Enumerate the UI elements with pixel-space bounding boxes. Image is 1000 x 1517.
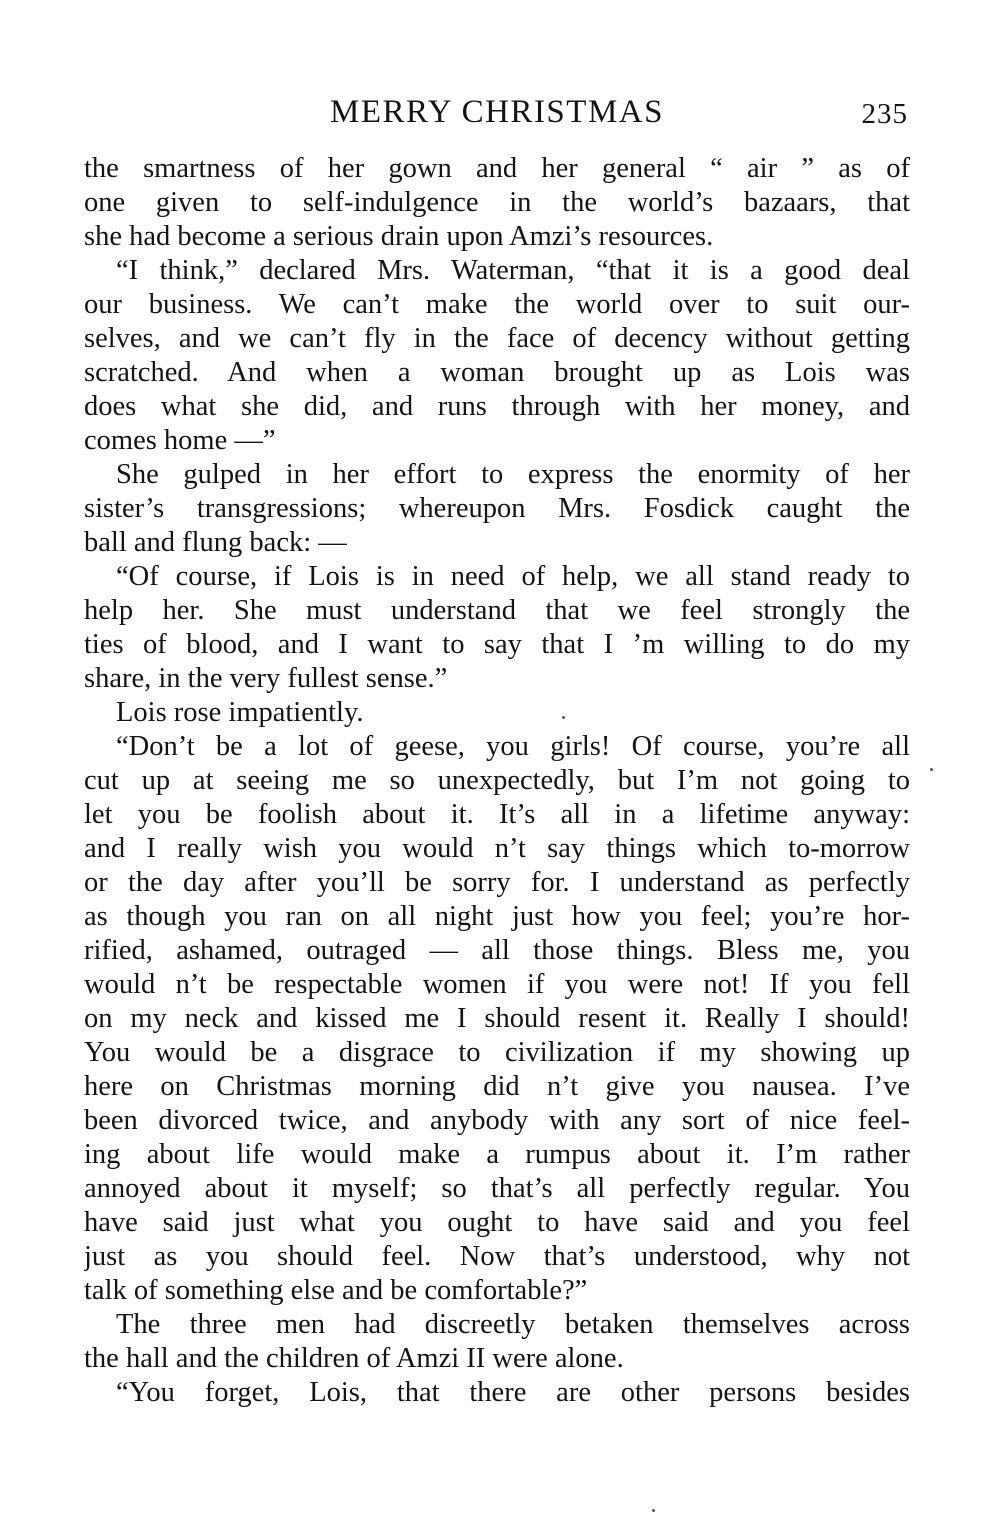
text-line: help her. She must understand that we feel strongly the [84,595,910,626]
text-line: You would be a disgrace to civilization if my showing up [84,1037,910,1068]
text-line: on my neck and kissed me I should resent it. Really I should! [84,1003,910,1034]
text-line: “Don’t be a lot of geese, you girls! Of course, you’re all [116,731,910,762]
text-line: does what she did, and runs through with her money, and [84,391,910,422]
text-line: she had become a serious drain upon Amzi’s resources. [84,221,714,252]
running-head [84,88,910,136]
text-line: annoyed about it myself; so that’s all perfectly regular. You [84,1173,910,1204]
text-line: and I really wish you would n’t say things which to-morrow [84,833,910,864]
text-line: let you be foolish about it. It’s all in a lifetime anyway: [84,799,910,830]
paper-speck [930,768,933,771]
text-line: “I think,” declared Mrs. Waterman, “that it is a good deal [116,255,910,286]
text-line: ties of blood, and I want to say that I ’m willing to do my [84,629,910,660]
text-line: The three men had discreetly betaken themselves across [116,1309,910,1340]
text-line: have said just what you ought to have said and you feel [84,1207,910,1238]
text-line: selves, and we can’t fly in the face of decency without getting [84,323,910,354]
text-line: talk of something else and be comfortable?” [84,1275,588,1306]
text-line: share, in the very fullest sense.” [84,663,448,694]
text-line: “Of course, if Lois is in need of help, we all stand ready to [116,561,910,592]
text-line: Lois rose impatiently. [116,697,364,728]
paper-speck [562,716,565,719]
text-line: the smartness of her gown and her general “ air ” as of [84,153,910,184]
text-line: our business. We can’t make the world over to suit our- [84,289,910,320]
text-line: “You forget, Lois, that there are other persons besides [116,1377,910,1408]
text-line: one given to self-indulgence in the world’s bazaars, that [84,187,910,218]
text-line: rified, ashamed, outraged — all those things. Bless me, you [84,935,910,966]
text-line: as though you ran on all night just how you feel; you’re hor- [84,901,910,932]
text-line: here on Christmas morning did n’t give you nausea. I’ve [84,1071,910,1102]
paper-speck [652,1509,655,1512]
text-line: ball and flung back: — [84,527,347,558]
text-line: ing about life would make a rumpus about it. I’m rather [84,1139,910,1170]
text-line: comes home —” [84,425,276,456]
text-line: sister’s transgressions; whereupon Mrs. Fosdick caught the [84,493,910,524]
text-line: would n’t be respectable women if you were not! If you fell [84,969,910,1000]
text-line: just as you should feel. Now that’s understood, why not [84,1241,910,1272]
text-line: or the day after you’ll be sorry for. I understand as perfectly [84,867,910,898]
text-line: been divorced twice, and anybody with any sort of nice feel- [84,1105,910,1136]
body-text [84,152,910,1410]
text-line: scratched. And when a woman brought up as Lois was [84,357,910,388]
page-title: MERRY CHRISTMAS [330,94,664,130]
text-line: the hall and the children of Amzi II were alone. [84,1343,624,1374]
text-line: cut up at seeing me so unexpectedly, but I’m not going to [84,765,910,796]
page-number: 235 [861,98,908,130]
text-line: She gulped in her effort to express the enormity of her [116,459,910,490]
